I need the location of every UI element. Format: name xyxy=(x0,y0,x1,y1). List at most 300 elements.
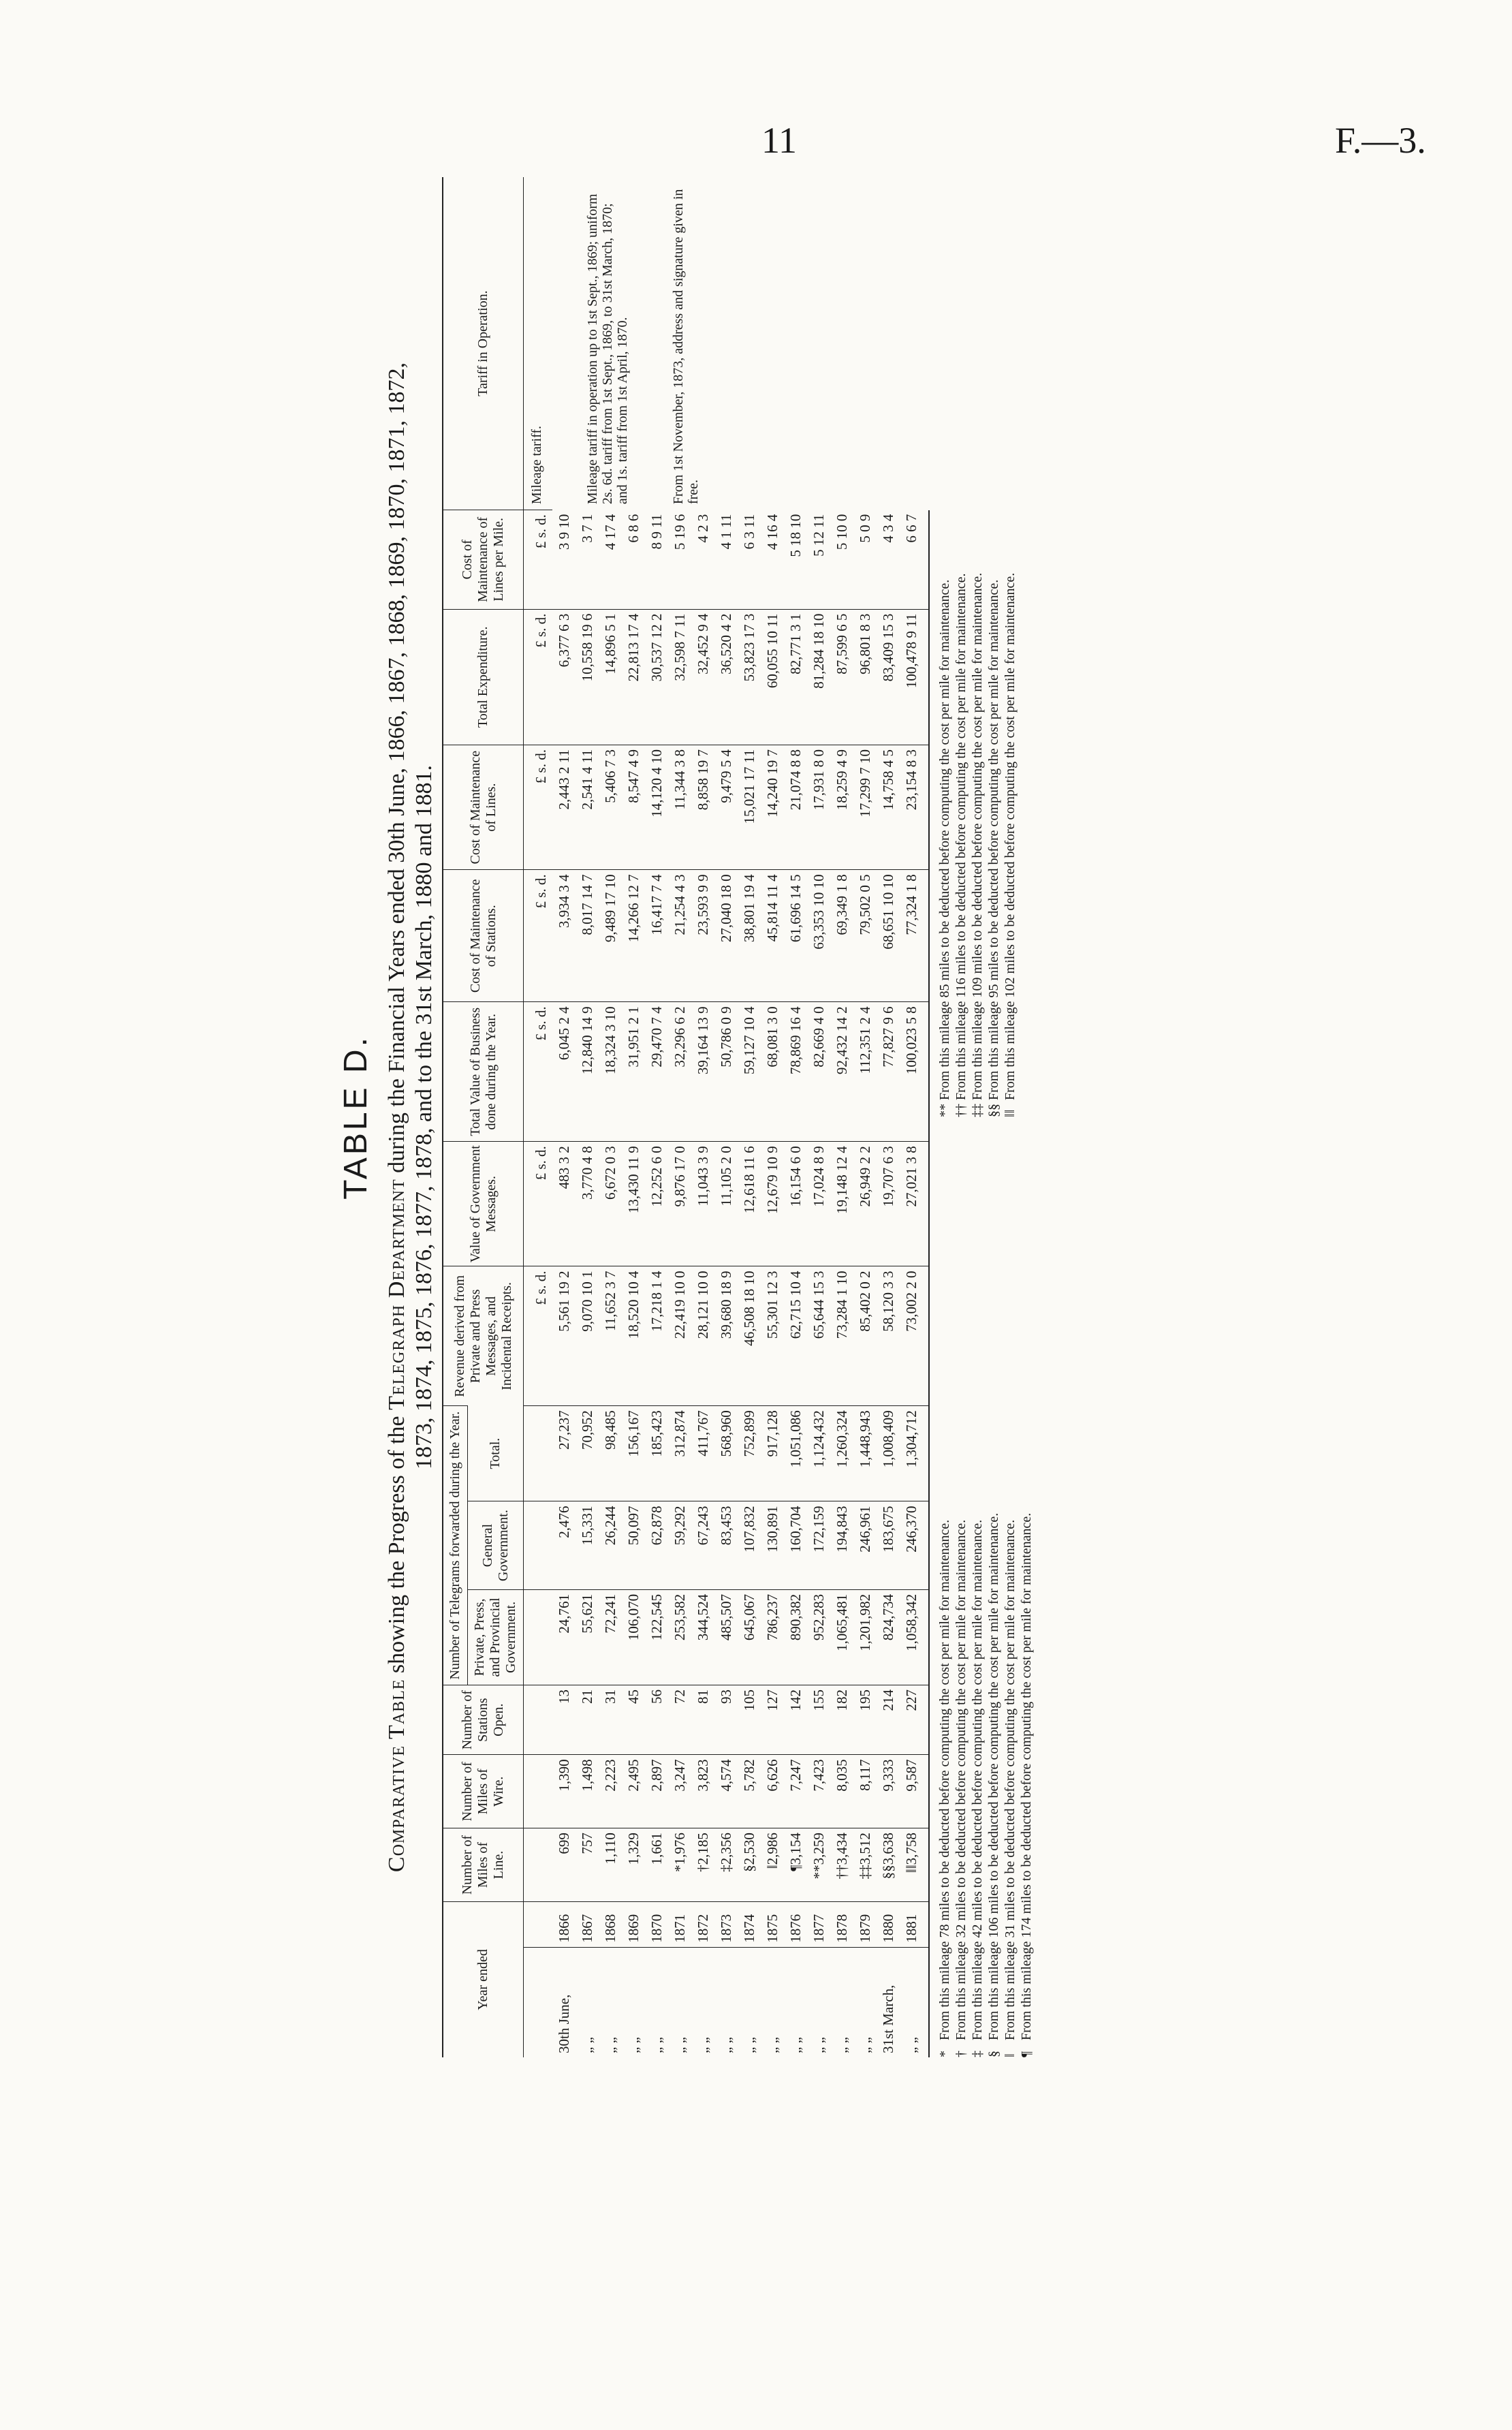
cell-per-mile: 6 3 11 xyxy=(741,514,757,550)
footnote-mark: ‡‡ xyxy=(970,1104,985,1117)
cell-total: 568,960 xyxy=(714,1406,738,1501)
cell-general: 194,843 xyxy=(830,1501,853,1589)
cell-stations-cost: 38,801 19 4 xyxy=(738,870,761,1002)
cell-stations-cost: 68,651 10 10 xyxy=(877,870,900,1002)
cell-stations: 155 xyxy=(807,1685,830,1754)
cell-govt: 19,707 6 3 xyxy=(877,1142,900,1266)
cell-business: 92,432 14 2 xyxy=(830,1002,853,1142)
cell-revenue: 22,419 10 0 xyxy=(668,1266,691,1406)
year-date: „ „ xyxy=(668,1947,691,2057)
header-expenditure: Total Expenditure. xyxy=(443,609,524,745)
table-title xyxy=(383,177,442,2057)
cell-general: 15,331 xyxy=(576,1501,599,1589)
cell-business: 12,840 14 9 xyxy=(576,1002,599,1142)
cell-business: 78,869 16 4 xyxy=(784,1002,807,1142)
cell-total: 411,767 xyxy=(691,1406,714,1501)
cell-stations-cost: 77,324 1 8 xyxy=(900,870,929,1002)
cell-per-mile: 3 9 10 xyxy=(556,514,572,550)
cell-line: §2,530 xyxy=(738,1828,761,1902)
footnote xyxy=(1018,1117,1035,2057)
cell-per-mile: 4 16 4 xyxy=(764,514,781,550)
cell-stations-cost: 27,040 18 0 xyxy=(714,870,738,1002)
cell-lines-cost: 2,541 4 11 xyxy=(576,745,599,870)
cell-stations: 127 xyxy=(761,1685,784,1754)
header-business-total: Total Value of Business done during the Year. xyxy=(443,1002,524,1142)
cell-wire: 7,247 xyxy=(784,1755,807,1828)
cell-expenditure: 53,823 17 3 xyxy=(738,609,761,745)
money-units: £ s. d. xyxy=(524,1002,553,1142)
cell-private: 824,734 xyxy=(877,1589,900,1685)
footnote-mark: † xyxy=(954,2051,968,2057)
cell-govt: 12,618 11 6 xyxy=(738,1142,761,1266)
cell-lines-cost: 17,931 8 0 xyxy=(807,745,830,870)
footnote-mark: ¶ xyxy=(1019,2051,1034,2057)
cell-stations: 21 xyxy=(576,1685,599,1754)
header-stations: Number of Stations Open. xyxy=(443,1685,524,1754)
cell-line: 1,110 xyxy=(599,1828,622,1902)
cell-line: ††3,434 xyxy=(830,1828,853,1902)
header-year-ended: Year ended xyxy=(443,1901,524,2057)
year: 1877 xyxy=(807,1901,830,1947)
cell-govt: 19,148 12 4 xyxy=(830,1142,853,1266)
cell-expenditure: 82,771 3 1 xyxy=(784,609,807,745)
cell-lines-cost: 8,858 19 7 xyxy=(691,745,714,870)
cell-per-mile: 5 0 9 xyxy=(857,514,873,543)
cell-stations-cost: 14,266 12 7 xyxy=(622,870,645,1002)
cell-wire: 3,247 xyxy=(668,1755,691,1828)
cell-revenue: 55,301 12 3 xyxy=(761,1266,784,1406)
cell-stations: 93 xyxy=(714,1685,738,1754)
year-date: „ „ xyxy=(784,1947,807,2057)
cell-line: ‡‡3,512 xyxy=(853,1828,877,1902)
cell-govt: 26,949 2 2 xyxy=(853,1142,877,1266)
footnote-mark: §§ xyxy=(986,1104,1001,1117)
cell-expenditure: 81,284 18 10 xyxy=(807,609,830,745)
cell-per-mile: 5 19 6 xyxy=(672,514,688,550)
footnote xyxy=(953,177,969,1117)
year: 1868 xyxy=(599,1901,622,1947)
footnote-mark: ‡ xyxy=(970,2051,985,2057)
cell-revenue: 85,402 0 2 xyxy=(853,1266,877,1406)
cell-govt: 483 3 2 xyxy=(552,1142,576,1266)
cell-line: ‖2,986 xyxy=(761,1828,784,1902)
cell-business: 100,023 5 8 xyxy=(900,1002,929,1142)
year: 1872 xyxy=(691,1901,714,1947)
cell-lines-cost: 11,344 3 8 xyxy=(668,745,691,870)
footnote-mark: ** xyxy=(937,1104,952,1117)
year-date: „ „ xyxy=(714,1947,738,2057)
cell-stations: 182 xyxy=(830,1685,853,1754)
year: 1873 xyxy=(714,1901,738,1947)
year-date: „ „ xyxy=(807,1947,830,2057)
table-label: TABLE D. xyxy=(338,1035,374,1200)
cell-wire: 8,035 xyxy=(830,1755,853,1828)
cell-per-mile: 6 8 6 xyxy=(625,514,642,543)
footnotes-right xyxy=(936,177,1035,1117)
cell-govt: 11,043 3 9 xyxy=(691,1142,714,1266)
page-reference: F.—3. xyxy=(1335,120,1426,161)
cell-revenue: 65,644 15 3 xyxy=(807,1266,830,1406)
year-date: „ „ xyxy=(645,1947,668,2057)
cell-stations: 72 xyxy=(668,1685,691,1754)
cell-total: 1,008,409 xyxy=(877,1406,900,1501)
cell-total: 98,485 xyxy=(599,1406,622,1501)
cell-total: 1,260,324 xyxy=(830,1406,853,1501)
cell-expenditure: 96,801 8 3 xyxy=(853,609,877,745)
cell-general: 246,370 xyxy=(900,1501,929,1589)
cell-per-mile: 5 12 11 xyxy=(810,514,827,557)
money-units: £ s. d. xyxy=(524,870,553,1002)
cell-revenue: 5,561 19 2 xyxy=(552,1266,576,1406)
cell-private: 645,067 xyxy=(738,1589,761,1685)
header-telegrams-group: Number of Telegrams forwarded during the Year. xyxy=(443,1406,468,1685)
cell-govt: 9,876 17 0 xyxy=(668,1142,691,1266)
header-miles-wire: Number of Miles of Wire. xyxy=(443,1755,524,1828)
cell-expenditure: 100,478 9 11 xyxy=(900,609,929,745)
money-units: £ s. d. xyxy=(524,745,553,870)
cell-revenue: 73,002 2 0 xyxy=(900,1266,929,1406)
cell-stations-cost: 79,502 0 5 xyxy=(853,870,877,1002)
cell-line: §§3,638 xyxy=(877,1828,900,1902)
cell-wire: 6,626 xyxy=(761,1755,784,1828)
cell-expenditure: 32,598 7 11 xyxy=(668,609,691,745)
cell-business: 50,786 0 9 xyxy=(714,1002,738,1142)
money-units: £ s. d. xyxy=(524,609,553,745)
cell-lines-cost: 2,443 2 11 xyxy=(552,745,576,870)
progress-table xyxy=(442,177,930,2057)
cell-private: 786,237 xyxy=(761,1589,784,1685)
cell-private: 344,524 xyxy=(691,1589,714,1685)
footnote xyxy=(986,1117,1002,2057)
tariff-note: Mileage tariff in operation up to 1st Sept., 1869; uniform 2s. 6d. tariff from 1st Sept., 1869, to 31st March, 1870; and 1s. tariff from 1st April, 1870. xyxy=(585,193,630,505)
cell-private: 485,507 xyxy=(714,1589,738,1685)
cell-business: 68,081 3 0 xyxy=(761,1002,784,1142)
tariff-note: From 1st November, 1873, address and signature given in free. xyxy=(671,189,701,505)
cell-lines-cost: 14,120 4 10 xyxy=(645,745,668,870)
cell-govt: 12,252 6 0 xyxy=(645,1142,668,1266)
cell-total: 1,124,432 xyxy=(807,1406,830,1501)
title-part1: showing the Progress of the xyxy=(384,1416,409,1674)
cell-general: 67,243 xyxy=(691,1501,714,1589)
footnote-text: From this mileage 116 miles to be deducted before computing the cost per mile for maintenance. xyxy=(954,573,968,1100)
footnote xyxy=(953,1117,969,2057)
footnote-text: From this mileage 95 miles to be deducted before computing the cost per mile for maintenance. xyxy=(986,579,1001,1100)
cell-stations-cost: 9,489 17 10 xyxy=(599,870,622,1002)
cell-stations: 142 xyxy=(784,1685,807,1754)
year: 1880 xyxy=(877,1901,900,1947)
units-row xyxy=(524,177,553,2057)
cell-govt: 6,672 0 3 xyxy=(599,1142,622,1266)
cell-general: 26,244 xyxy=(599,1501,622,1589)
cell-lines-cost: 14,758 4 5 xyxy=(877,745,900,870)
cell-stations: 31 xyxy=(599,1685,622,1754)
year: 1867 xyxy=(576,1901,599,1947)
cell-per-mile: 4 17 4 xyxy=(602,514,618,550)
cell-business: 39,164 13 9 xyxy=(691,1002,714,1142)
year-date: „ „ xyxy=(738,1947,761,2057)
cell-private: 1,201,982 xyxy=(853,1589,877,1685)
cell-lines-cost: 5,406 7 3 xyxy=(599,745,622,870)
cell-revenue: 58,120 3 3 xyxy=(877,1266,900,1406)
cell-revenue: 46,508 18 10 xyxy=(738,1266,761,1406)
cell-lines-cost: 17,299 7 10 xyxy=(853,745,877,870)
cell-private: 72,241 xyxy=(599,1589,622,1685)
title-dept: Telegraph Department xyxy=(384,1179,409,1410)
footnote-text: From this mileage 174 miles to be deducted before computing the cost per mile for maintenance. xyxy=(1019,1512,1034,2040)
cell-private: 890,382 xyxy=(784,1589,807,1685)
cell-business: 6,045 2 4 xyxy=(552,1002,576,1142)
year: 1866 xyxy=(552,1901,576,1947)
footnote-text: From this mileage 102 miles to be deducted before computing the cost per mile for maintenance. xyxy=(1003,572,1018,1100)
cell-stations-cost: 61,696 14 5 xyxy=(784,870,807,1002)
cell-stations-cost: 21,254 4 3 xyxy=(668,870,691,1002)
footnote-text: From this mileage 31 miles to be deducted before computing the cost per mile for maintenance. xyxy=(1003,1519,1018,2040)
cell-wire: 3,823 xyxy=(691,1755,714,1828)
footnote-text: From this mileage 78 miles to be deducted before computing the cost per mile for maintenance. xyxy=(937,1519,952,2040)
year-date: „ „ xyxy=(830,1947,853,2057)
cell-business: 59,127 10 4 xyxy=(738,1002,761,1142)
cell-govt: 27,021 3 8 xyxy=(900,1142,929,1266)
money-units: £ s. d. xyxy=(524,510,553,610)
cell-general: 59,292 xyxy=(668,1501,691,1589)
cell-general: 83,453 xyxy=(714,1501,738,1589)
cell-revenue: 17,218 1 4 xyxy=(645,1266,668,1406)
cell-wire: 1,390 xyxy=(552,1755,576,1828)
cell-private: 24,761 xyxy=(552,1589,576,1685)
cell-general: 50,097 xyxy=(622,1501,645,1589)
cell-business: 29,470 7 4 xyxy=(645,1002,668,1142)
cell-total: 917,128 xyxy=(761,1406,784,1501)
cell-general: 183,675 xyxy=(877,1501,900,1589)
cell-lines-cost: 23,154 8 3 xyxy=(900,745,929,870)
page-number: 11 xyxy=(761,120,797,161)
year: 1879 xyxy=(853,1901,877,1947)
cell-private: 106,070 xyxy=(622,1589,645,1685)
cell-private: 1,058,342 xyxy=(900,1589,929,1685)
cell-govt: 16,154 6 0 xyxy=(784,1142,807,1266)
title-line2: 1873, 1874, 1875, 1876, 1877, 1878, and to the 31st March, 1880 and 1881. xyxy=(411,764,437,1470)
cell-per-mile: 3 7 1 xyxy=(579,514,595,543)
cell-private: 952,283 xyxy=(807,1589,830,1685)
cell-line: ‡2,356 xyxy=(714,1828,738,1902)
cell-revenue: 9,070 10 1 xyxy=(576,1266,599,1406)
cell-general: 2,476 xyxy=(552,1501,576,1589)
cell-private: 122,545 xyxy=(645,1589,668,1685)
footnote-mark: †† xyxy=(954,1104,968,1117)
cell-stations-cost: 69,349 1 8 xyxy=(830,870,853,1002)
cell-per-mile: 5 10 0 xyxy=(834,514,850,550)
cell-revenue: 28,121 10 0 xyxy=(691,1266,714,1406)
cell-stations: 45 xyxy=(622,1685,645,1754)
footnote-mark: * xyxy=(937,2051,952,2057)
cell-stations-cost: 16,417 7 4 xyxy=(645,870,668,1002)
cell-line: 699 xyxy=(552,1828,576,1902)
cell-business: 112,351 2 4 xyxy=(853,1002,877,1142)
cell-line: 1,329 xyxy=(622,1828,645,1902)
cell-line: *1,976 xyxy=(668,1828,691,1902)
rotated-table-area xyxy=(337,177,1127,2057)
cell-revenue: 11,652 3 7 xyxy=(599,1266,622,1406)
year: 1870 xyxy=(645,1901,668,1947)
year-date: „ „ xyxy=(691,1947,714,2057)
footnote xyxy=(969,177,986,1117)
footnotes-left xyxy=(936,1117,1035,2057)
footnote xyxy=(969,1117,986,2057)
cell-business: 32,296 6 2 xyxy=(668,1002,691,1142)
title-prefix: Comparative Table xyxy=(384,1679,409,1873)
cell-revenue: 73,284 1 10 xyxy=(830,1266,853,1406)
cell-general: 130,891 xyxy=(761,1501,784,1589)
footnote-text: From this mileage 42 miles to be deducted before computing the cost per mile for maintenance. xyxy=(970,1519,985,2040)
header-cost-stations: Cost of Maintenance of Stations. xyxy=(443,870,524,1002)
cell-expenditure: 87,599 6 5 xyxy=(830,609,853,745)
year-date: „ „ xyxy=(576,1947,599,2057)
cell-per-mile: 8 9 11 xyxy=(648,514,665,550)
footnote-mark: § xyxy=(986,2051,1001,2057)
tariff-note: Mileage tariff. xyxy=(529,425,544,505)
cell-total: 1,051,086 xyxy=(784,1406,807,1501)
cell-stations: 13 xyxy=(552,1685,576,1754)
cell-govt: 11,105 2 0 xyxy=(714,1142,738,1266)
cell-private: 1,065,481 xyxy=(830,1589,853,1685)
footnote xyxy=(986,177,1002,1117)
cell-wire: 2,223 xyxy=(599,1755,622,1828)
cell-stations: 227 xyxy=(900,1685,929,1754)
cell-business: 31,951 2 1 xyxy=(622,1002,645,1142)
cell-line: 1,661 xyxy=(645,1828,668,1902)
title-part2: during the Financial Years ended 30th June, 1866, 1867, 1868, 1869, 1870, 1871, 1872, xyxy=(384,362,409,1173)
cell-general: 107,832 xyxy=(738,1501,761,1589)
cell-stations: 214 xyxy=(877,1685,900,1754)
cell-expenditure: 32,452 9 4 xyxy=(691,609,714,745)
cell-line: 757 xyxy=(576,1828,599,1902)
cell-wire: 4,574 xyxy=(714,1755,738,1828)
cell-stations-cost: 45,814 11 4 xyxy=(761,870,784,1002)
footnote-mark: ‖‖ xyxy=(1003,1109,1018,1117)
year: 1876 xyxy=(784,1901,807,1947)
footnote-text: From this mileage 109 miles to be deducted before computing the cost per mile for maintenance. xyxy=(970,572,985,1100)
cell-per-mile: 5 18 10 xyxy=(787,514,804,557)
cell-line: ¶3,154 xyxy=(784,1828,807,1902)
cell-lines-cost: 14,240 19 7 xyxy=(761,745,784,870)
cell-general: 62,878 xyxy=(645,1501,668,1589)
year: 1871 xyxy=(668,1901,691,1947)
cell-stations: 81 xyxy=(691,1685,714,1754)
cell-total: 70,952 xyxy=(576,1406,599,1501)
cell-wire: 2,897 xyxy=(645,1755,668,1828)
year-date: „ „ xyxy=(622,1947,645,2057)
footnote-text: From this mileage 32 miles to be deducted before computing the cost per mile for maintenance. xyxy=(954,1519,968,2040)
year-date: „ „ xyxy=(900,1947,929,2057)
header-cost-lines: Cost of Maintenance of Lines. xyxy=(443,745,524,870)
cell-line: †2,185 xyxy=(691,1828,714,1902)
footnote xyxy=(936,1117,953,2057)
cell-stations-cost: 8,017 14 7 xyxy=(576,870,599,1002)
year-date: „ „ xyxy=(599,1947,622,2057)
cell-per-mile: 4 2 3 xyxy=(695,514,711,543)
cell-wire: 2,495 xyxy=(622,1755,645,1828)
cell-revenue: 18,520 10 4 xyxy=(622,1266,645,1406)
cell-line: **3,259 xyxy=(807,1828,830,1902)
year: 1874 xyxy=(738,1901,761,1947)
cell-per-mile: 4 1 11 xyxy=(718,514,734,550)
cell-wire: 7,423 xyxy=(807,1755,830,1828)
cell-wire: 5,782 xyxy=(738,1755,761,1828)
year: 1875 xyxy=(761,1901,784,1947)
cell-wire: 9,333 xyxy=(877,1755,900,1828)
footnote-mark: ‖ xyxy=(1003,2053,1018,2057)
footnote-text: From this mileage 106 miles to be deducted before computing the cost per mile for maintenance. xyxy=(986,1512,1001,2040)
cell-total: 312,874 xyxy=(668,1406,691,1501)
year-date: 31st March, xyxy=(877,1947,900,2057)
year: 1869 xyxy=(622,1901,645,1947)
cell-expenditure: 60,055 10 11 xyxy=(761,609,784,745)
cell-govt: 17,024 8 9 xyxy=(807,1142,830,1266)
cell-total: 156,167 xyxy=(622,1406,645,1501)
cell-wire: 9,587 xyxy=(900,1755,929,1828)
cell-total: 27,237 xyxy=(552,1406,576,1501)
cell-total: 185,423 xyxy=(645,1406,668,1501)
cell-per-mile: 6 6 7 xyxy=(900,510,929,610)
header-tariff: Tariff in Operation. xyxy=(443,177,524,510)
cell-stations: 105 xyxy=(738,1685,761,1754)
cell-revenue: 62,715 10 4 xyxy=(784,1266,807,1406)
header-telegrams-private: Private, Press, and Provincial Government. xyxy=(468,1589,524,1685)
header-telegrams-total: Total. xyxy=(468,1406,524,1501)
year: 1878 xyxy=(830,1901,853,1947)
footnote xyxy=(1002,1117,1018,2057)
cell-revenue: 39,680 18 9 xyxy=(714,1266,738,1406)
cell-private: 55,621 xyxy=(576,1589,599,1685)
cell-lines-cost: 8,547 4 9 xyxy=(622,745,645,870)
cell-expenditure: 83,409 15 3 xyxy=(877,609,900,745)
cell-line: ‖‖3,758 xyxy=(900,1828,929,1902)
header-miles-line: Number of Miles of Line. xyxy=(443,1828,524,1902)
cell-stations: 195 xyxy=(853,1685,877,1754)
cell-private: 253,582 xyxy=(668,1589,691,1685)
cell-general: 172,159 xyxy=(807,1501,830,1589)
table-body xyxy=(524,177,930,2057)
cell-expenditure: 10,558 19 6 xyxy=(576,609,599,745)
cell-per-mile: 4 3 4 xyxy=(880,514,896,543)
cell-business: 18,324 3 10 xyxy=(599,1002,622,1142)
cell-govt: 12,679 10 9 xyxy=(761,1142,784,1266)
cell-expenditure: 30,537 12 2 xyxy=(645,609,668,745)
cell-wire: 8,117 xyxy=(853,1755,877,1828)
cell-govt: 13,430 11 9 xyxy=(622,1142,645,1266)
year-date: 30th June, xyxy=(552,1947,576,2057)
cell-expenditure: 36,520 4 2 xyxy=(714,609,738,745)
header-revenue: Revenue derived from Private and Press Messages, and Incidental Receipts. xyxy=(443,1266,524,1406)
cell-general: 246,961 xyxy=(853,1501,877,1589)
tariff-cell xyxy=(524,177,930,510)
header-govt-messages: Value of Government Messages. xyxy=(443,1142,524,1266)
cell-lines-cost: 21,074 8 8 xyxy=(784,745,807,870)
cell-business: 77,827 9 6 xyxy=(877,1002,900,1142)
cell-lines-cost: 18,259 4 9 xyxy=(830,745,853,870)
year-date: „ „ xyxy=(761,1947,784,2057)
cell-stations-cost: 23,593 9 9 xyxy=(691,870,714,1002)
year-date: „ „ xyxy=(853,1947,877,2057)
cell-total: 1,304,712 xyxy=(900,1406,929,1501)
cell-total: 752,899 xyxy=(738,1406,761,1501)
footnote-text: From this mileage 85 miles to be deducted before computing the cost per mile for maintenance. xyxy=(937,579,952,1100)
cell-business: 82,669 4 0 xyxy=(807,1002,830,1142)
cell-expenditure: 14,896 5 1 xyxy=(599,609,622,745)
footnote xyxy=(936,177,953,1117)
money-units: £ s. d. xyxy=(524,1142,553,1266)
footnote xyxy=(1002,177,1018,1117)
